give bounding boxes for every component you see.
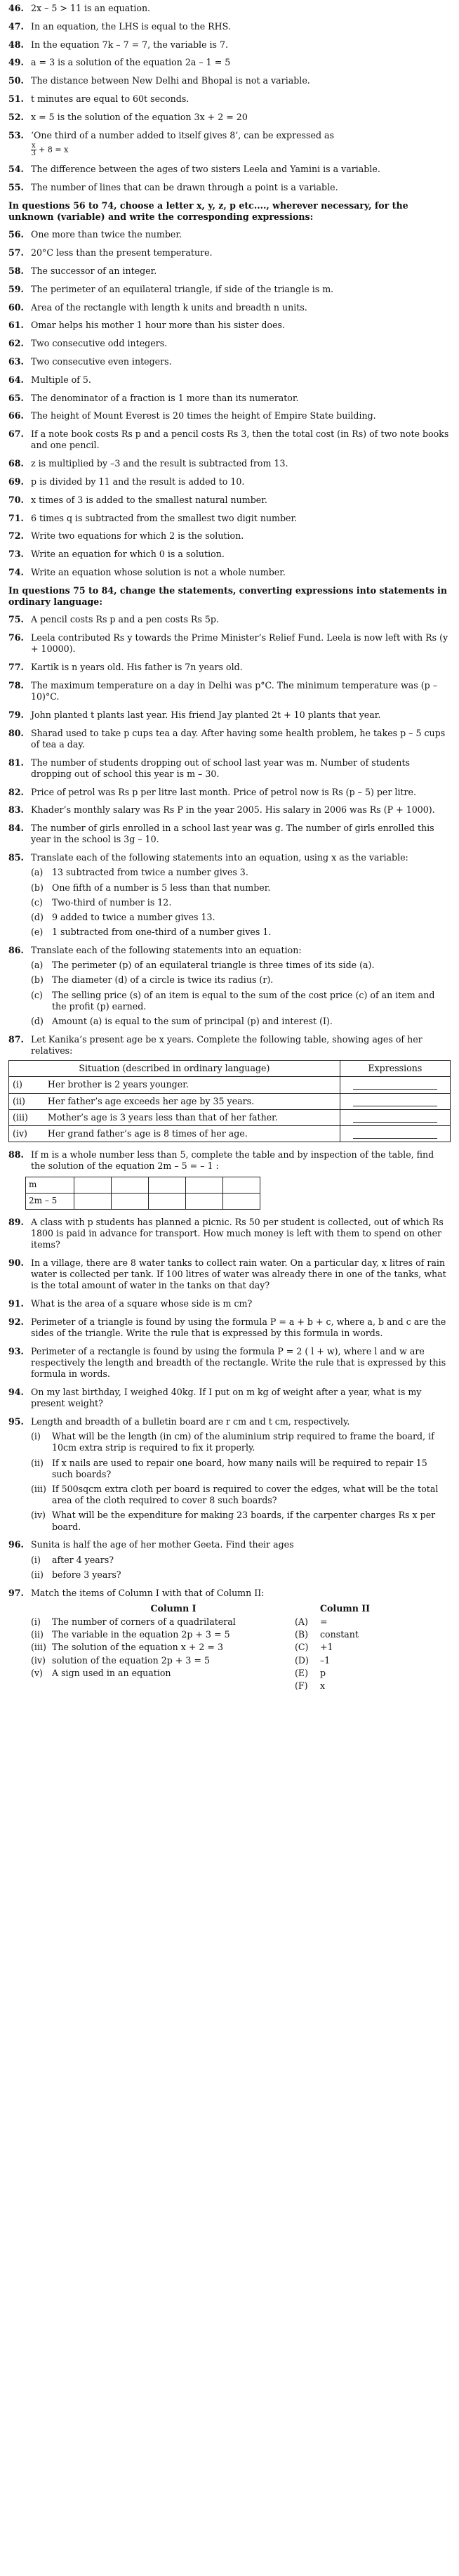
question-71 xyxy=(8,513,451,524)
sub-question xyxy=(31,960,451,971)
match-row xyxy=(31,1642,451,1653)
question-text: Multiple of 5. xyxy=(31,374,91,385)
sub-question xyxy=(31,1431,451,1453)
situation-cell: Her father’s age exceeds her age by 35 years. xyxy=(44,1093,340,1109)
table-row xyxy=(9,1093,451,1109)
question-number: 55. xyxy=(8,182,24,193)
column-i-header: Column I xyxy=(150,1602,197,1614)
row-label: (iii) xyxy=(9,1109,44,1125)
question-number: 58. xyxy=(8,265,24,276)
question-62 xyxy=(8,338,451,349)
question-69 xyxy=(8,476,451,488)
sub-question-text: 13 subtracted from twice a number gives 3. xyxy=(52,867,248,878)
question-number: 84. xyxy=(8,823,24,834)
sub-question-label: (a) xyxy=(31,960,44,971)
question-60 xyxy=(8,302,451,313)
sub-question-label: (c) xyxy=(31,989,43,1000)
answer-blank[interactable] xyxy=(353,1079,437,1090)
column-i-label xyxy=(31,1680,52,1692)
question-number: 70. xyxy=(8,494,24,505)
question-number: 59. xyxy=(8,283,24,294)
instructions-56-74: In questions 56 to 74, choose a letter x, y, z, p etc...., wherever necessary, for the unknown (variable) and write the corresponding expressions: xyxy=(8,200,408,223)
sub-question xyxy=(31,1484,451,1506)
column-ii-item: = xyxy=(320,1616,328,1627)
expression: $\frac{x}{3}$ + 8 = x xyxy=(31,141,69,157)
match-column-headers xyxy=(31,1603,451,1614)
question-text: The number of lines that can be drawn through a point is a variable. xyxy=(31,182,338,193)
match-row xyxy=(31,1668,451,1679)
question-number: 88. xyxy=(8,1149,24,1160)
question-number: 74. xyxy=(8,566,24,577)
question-text: Omar helps his mother 1 hour more than his sister does. xyxy=(31,320,285,331)
question-text: Write two equations for which 2 is the solution. xyxy=(31,530,244,542)
column-i-item: The number of corners of a quadrilateral xyxy=(52,1616,236,1627)
row-label-m: m xyxy=(26,1177,74,1193)
question-text: In an equation, the LHS is equal to the RHS. xyxy=(31,20,231,32)
question-number: 72. xyxy=(8,530,24,542)
question-number: 63. xyxy=(8,355,24,367)
question-46 xyxy=(8,3,451,14)
table-cell[interactable] xyxy=(223,1177,260,1193)
column-ii-label: (C) xyxy=(295,1642,309,1653)
question-93 xyxy=(8,1346,451,1380)
column-i-item xyxy=(52,1680,295,1692)
question-86 xyxy=(8,945,451,1027)
column-ii-label: (F) xyxy=(295,1680,308,1692)
question-77 xyxy=(8,662,451,673)
question-text: The difference between the ages of two sisters Leela and Yamini is a variable. xyxy=(31,164,380,175)
sub-question xyxy=(31,990,451,1012)
situation-cell: Her brother is 2 years younger. xyxy=(44,1077,340,1093)
question-67 xyxy=(8,429,451,451)
sub-question-label: (ii) xyxy=(31,1569,44,1580)
question-text: Two consecutive odd integers. xyxy=(31,338,168,349)
question-text: The denominator of a fraction is 1 more than its numerator. xyxy=(31,392,299,403)
question-text: If a note book costs Rs p and a pencil costs Rs 3, then the total cost (in Rs) of two note books and one pencil. xyxy=(31,429,449,451)
question-text: In a village, there are 8 water tanks to collect rain water. On a particular day, x litres of rain water is collected per tank. If 100 litres of water was already there in one of the tanks, what is the total amount of water in the tanks on that day? xyxy=(31,1257,446,1291)
question-text: Match the items of Column I with that of Column II: xyxy=(31,1587,265,1598)
column-header-expressions: Expressions xyxy=(340,1061,450,1077)
question-74 xyxy=(8,567,451,578)
question-number: 56. xyxy=(8,229,24,240)
question-number: 71. xyxy=(8,512,24,523)
sub-question-text: 1 subtracted from one-third of a number gives 1. xyxy=(52,927,272,938)
questions-75-84 xyxy=(8,614,451,845)
sub-question-label: (a) xyxy=(31,867,44,878)
question-72 xyxy=(8,530,451,542)
column-i-item: The solution of the equation x + 2 = 3 xyxy=(52,1642,223,1653)
question-text: t minutes are equal to 60t seconds. xyxy=(31,93,189,104)
table-cell[interactable] xyxy=(186,1177,223,1193)
sub-question xyxy=(31,867,451,878)
question-number: 80. xyxy=(8,727,24,738)
question-text: Khader’s monthly salary was Rs P in the year 2005. His salary in 2006 was Rs (P + 1000). xyxy=(31,804,435,816)
sub-question-text: If x nails are used to repair one board, how many nails will be required to repair 15 such boards? xyxy=(52,1457,427,1479)
match-rows xyxy=(31,1616,451,1692)
question-63 xyxy=(8,356,451,367)
sub-question xyxy=(31,912,451,923)
question-text: The distance between New Delhi and Bhopal is not a variable. xyxy=(31,75,310,86)
column-ii-label: (D) xyxy=(295,1654,309,1666)
question-number: 64. xyxy=(8,374,24,385)
question-text: 6 times q is subtracted from the smallest two digit number. xyxy=(31,512,298,523)
question-number: 61. xyxy=(8,320,24,331)
question-number: 69. xyxy=(8,476,24,487)
questions-46-52 xyxy=(8,3,451,123)
question-number: 86. xyxy=(8,944,24,955)
question-text: The perimeter of an equilateral triangle, if side of the triangle is m. xyxy=(31,283,334,294)
column-ii-item: p xyxy=(320,1667,326,1678)
question-number: 52. xyxy=(8,111,24,122)
sub-question-text: One fifth of a number is 5 less than that number. xyxy=(52,882,271,893)
question-text: Let Kanika’s present age be x years. Complete the following table, showing ages of her relatives: xyxy=(31,1033,423,1056)
column-i-label: (iii) xyxy=(31,1642,46,1653)
question-49 xyxy=(8,57,451,68)
sub-question xyxy=(31,882,451,894)
question-text: Translate each of the following statements into an equation, using x as the variable: xyxy=(31,852,408,863)
table-cell[interactable] xyxy=(74,1193,112,1209)
expression-cell[interactable] xyxy=(340,1093,450,1109)
column-i-label: (v) xyxy=(31,1667,43,1678)
question-58 xyxy=(8,266,451,277)
question-text: On my last birthday, I weighed 40kg. If I put on m kg of weight after a year, what is my present weight? xyxy=(31,1386,422,1409)
answer-blank[interactable] xyxy=(353,1112,437,1123)
question-text: Length and breadth of a bulletin board are r cm and t cm, respectively. xyxy=(31,1416,350,1427)
expression-cell[interactable] xyxy=(340,1077,450,1093)
question-68 xyxy=(8,458,451,469)
column-i-item: The variable in the equation 2p + 3 = 5 xyxy=(52,1629,230,1640)
match-row xyxy=(31,1655,451,1666)
column-ii-item: constant xyxy=(320,1629,359,1640)
question-73 xyxy=(8,549,451,560)
question-number: 96. xyxy=(8,1539,24,1550)
table-row xyxy=(9,1109,451,1125)
expression-cell[interactable] xyxy=(340,1125,450,1142)
question-number: 89. xyxy=(8,1216,24,1227)
question-85 xyxy=(8,852,451,938)
question-text: p is divided by 11 and the result is added to 10. xyxy=(31,476,245,487)
column-i-label: (ii) xyxy=(31,1629,44,1640)
sub-question xyxy=(31,1458,451,1480)
column-ii-item: –1 xyxy=(320,1654,331,1666)
question-96 xyxy=(8,1539,451,1581)
sub-question-text: Two-third of number is 12. xyxy=(52,896,172,908)
column-i-item: solution of the equation 2p + 3 = 5 xyxy=(52,1654,210,1666)
column-header-situation: Situation (described in ordinary language) xyxy=(9,1061,340,1077)
question-text: 20°C less than the present temperature. xyxy=(31,247,213,259)
column-i-label: (iv) xyxy=(31,1654,46,1666)
question-52 xyxy=(8,112,451,123)
table-cell[interactable] xyxy=(223,1193,260,1209)
question-78 xyxy=(8,680,451,702)
question-text: Two consecutive even integers. xyxy=(31,355,172,367)
question-text: Kartik is n years old. His father is 7n years old. xyxy=(31,661,243,672)
sub-question xyxy=(31,927,451,938)
sub-question-label: (c) xyxy=(31,896,43,908)
question-text: Area of the rectangle with length k units and breadth n units. xyxy=(31,301,307,313)
table-cell[interactable] xyxy=(74,1177,112,1193)
question-number: 85. xyxy=(8,852,24,863)
column-ii-label: (A) xyxy=(295,1616,308,1627)
column-ii-label: (B) xyxy=(295,1629,309,1640)
table-row xyxy=(26,1193,260,1209)
question-number: 87. xyxy=(8,1033,24,1045)
question-64 xyxy=(8,374,451,386)
inspection-table xyxy=(25,1177,260,1210)
question-number: 94. xyxy=(8,1386,24,1397)
question-57 xyxy=(8,247,451,259)
question-number: 66. xyxy=(8,410,24,421)
sub-questions xyxy=(31,960,451,1027)
sub-question-label: (i) xyxy=(31,1554,41,1565)
question-number: 78. xyxy=(8,679,24,691)
table-row xyxy=(26,1177,260,1193)
question-76 xyxy=(8,632,451,655)
question-text: Write an equation for which 0 is a solution. xyxy=(31,549,225,560)
sub-questions xyxy=(31,1555,451,1581)
question-number: 49. xyxy=(8,57,24,68)
question-66 xyxy=(8,410,451,421)
question-number: 75. xyxy=(8,614,24,625)
question-number: 67. xyxy=(8,429,24,440)
question-text: The number of students dropping out of school last year was m. Number of students dropping out of school this year is m – 30. xyxy=(31,757,411,779)
question-number: 46. xyxy=(8,3,24,13)
questions-56-74 xyxy=(8,229,451,578)
column-ii-label: (E) xyxy=(295,1667,309,1678)
question-number: 47. xyxy=(8,20,24,32)
sub-question-label: (d) xyxy=(31,1015,44,1026)
sub-question-label: (b) xyxy=(31,974,44,986)
sub-question-text: What will be the expenditure for making 23 boards, if the carpenter charges Rs x per board. xyxy=(52,1510,436,1532)
column-ii-item: +1 xyxy=(320,1642,333,1653)
question-84 xyxy=(8,823,451,845)
row-label: (i) xyxy=(9,1077,44,1093)
question-81 xyxy=(8,757,451,780)
fraction: $\frac{x}{3}$ xyxy=(31,141,36,157)
match-row xyxy=(31,1616,451,1628)
question-number: 68. xyxy=(8,458,24,469)
question-text: x = 5 is the solution of the equation 3x + 2 = 20 xyxy=(31,111,248,122)
question-text: 2x – 5 > 11 is an equation. xyxy=(31,3,151,13)
question-text: The successor of an integer. xyxy=(31,265,157,276)
table-cell[interactable] xyxy=(149,1193,186,1209)
sub-question-label: (e) xyxy=(31,927,44,938)
question-number: 92. xyxy=(8,1316,24,1327)
questions-54-55 xyxy=(8,164,451,193)
table-row xyxy=(9,1125,451,1142)
sub-question-label: (ii) xyxy=(31,1457,44,1468)
question-82 xyxy=(8,787,451,798)
question-number: 91. xyxy=(8,1297,24,1309)
question-83 xyxy=(8,804,451,816)
question-text: z is multiplied by –3 and the result is subtracted from 13. xyxy=(31,458,288,469)
question-text: a = 3 is a solution of the equation 2a – 1 = 5 xyxy=(31,57,231,68)
question-text: Write an equation whose solution is not a whole number. xyxy=(31,566,286,577)
question-61 xyxy=(8,320,451,331)
question-text: Price of petrol was Rs p per litre last month. Price of petrol now is Rs (p – 5) per litre. xyxy=(31,786,417,797)
column-ii-header: Column II xyxy=(320,1602,371,1614)
questions-89-94 xyxy=(8,1217,451,1410)
question-56 xyxy=(8,229,451,240)
question-number: 83. xyxy=(8,804,24,816)
match-row xyxy=(31,1629,451,1640)
question-48 xyxy=(8,39,451,51)
question-text: Translate each of the following statements into an equation: xyxy=(31,944,302,955)
question-number: 62. xyxy=(8,338,24,349)
question-number: 50. xyxy=(8,75,24,86)
question-text: One more than twice the number. xyxy=(31,229,182,240)
question-text: Sharad used to take p cups tea a day. After having some health problem, he takes p – 5 cups of tea a day. xyxy=(31,727,446,750)
table-cell[interactable] xyxy=(112,1177,149,1193)
question-87 xyxy=(8,1034,451,1057)
question-55 xyxy=(8,182,451,193)
question-text: The height of Mount Everest is 20 times the height of Empire State building. xyxy=(31,410,376,421)
sub-question xyxy=(31,1016,451,1027)
question-75 xyxy=(8,614,451,625)
sub-question-text: after 4 years? xyxy=(52,1554,114,1565)
question-91 xyxy=(8,1298,451,1309)
question-text: Leela contributed Rs y towards the Prime Minister’s Relief Fund. Leela is now left with Rs (y + 10000). xyxy=(31,632,448,655)
question-50 xyxy=(8,75,451,86)
question-number: 97. xyxy=(8,1587,24,1598)
sub-question-text: If 500sqcm extra cloth per board is required to cover the edges, what will be the total area of the cloth required to cover 8 such boards? xyxy=(52,1483,439,1506)
question-number: 60. xyxy=(8,301,24,313)
question-65 xyxy=(8,393,451,404)
question-text: If m is a whole number less than 5, complete the table and by inspection of the table, find the solution of the equation 2m – 5 = – 1 : xyxy=(31,1149,434,1172)
question-94 xyxy=(8,1387,451,1409)
expression-cell[interactable] xyxy=(340,1109,450,1125)
question-90 xyxy=(8,1257,451,1292)
question-92 xyxy=(8,1316,451,1339)
question-text: John planted t plants last year. His friend Jay planted 2t + 10 plants that year. xyxy=(31,709,381,720)
question-number: 76. xyxy=(8,632,24,643)
sub-question xyxy=(31,1555,451,1566)
question-number: 79. xyxy=(8,709,24,720)
sub-question-text: 9 added to twice a number gives 13. xyxy=(52,911,215,922)
row-label: (iv) xyxy=(9,1125,44,1142)
question-text: A pencil costs Rs p and a pen costs Rs 5p. xyxy=(31,614,219,625)
question-number: 77. xyxy=(8,661,24,672)
row-label: (ii) xyxy=(9,1093,44,1109)
sub-questions xyxy=(31,867,451,938)
question-79 xyxy=(8,710,451,721)
match-row xyxy=(31,1680,451,1692)
sub-question-label: (iv) xyxy=(31,1510,46,1521)
question-text: What is the area of a square whose side is m cm? xyxy=(31,1297,253,1309)
table-cell[interactable] xyxy=(186,1193,223,1209)
question-number: 48. xyxy=(8,39,24,50)
sub-question-label: (i) xyxy=(31,1431,41,1442)
sub-question-label: (iii) xyxy=(31,1483,46,1494)
question-number: 65. xyxy=(8,392,24,403)
question-89 xyxy=(8,1217,451,1251)
answer-blank[interactable] xyxy=(353,1096,437,1106)
table-row xyxy=(9,1077,451,1093)
table-cell[interactable] xyxy=(149,1177,186,1193)
sub-question-label: (d) xyxy=(31,911,44,922)
question-text: Perimeter of a triangle is found by using the formula P = a + b + c, where a, b and c are the sides of the triangle. Write the rule that is expressed by this formula in words. xyxy=(31,1316,446,1338)
relatives-age-table xyxy=(8,1060,451,1142)
question-53 xyxy=(8,130,451,157)
question-number: 51. xyxy=(8,93,24,104)
question-text: In the equation 7k – 7 = 7, the variable is 7. xyxy=(31,39,229,50)
question-number: 81. xyxy=(8,757,24,768)
table-cell[interactable] xyxy=(112,1193,149,1209)
sub-question-text: What will be the length (in cm) of the aluminium strip required to frame the board, if 10cm extra strip is required to fix it properly. xyxy=(52,1431,434,1453)
question-number: 82. xyxy=(8,786,24,797)
question-number: 95. xyxy=(8,1416,24,1427)
question-51 xyxy=(8,93,451,105)
situation-cell: Her grand father’s age is 8 times of her age. xyxy=(44,1125,340,1142)
row-label-2m-5: 2m – 5 xyxy=(26,1193,74,1209)
column-i-label: (i) xyxy=(31,1616,41,1627)
instructions-75-84: In questions 75 to 84, change the statements, converting expressions into statements in ordinary language: xyxy=(8,584,447,607)
sub-question-text: before 3 years? xyxy=(52,1569,121,1580)
sub-questions xyxy=(31,1431,451,1533)
sub-question-text: The selling price (s) of an item is equal to the sum of the cost price (c) of an item and the profit (p) earned. xyxy=(52,989,435,1012)
situation-cell: Mother’s age is 3 years less than that of her father. xyxy=(44,1109,340,1125)
question-80 xyxy=(8,728,451,750)
question-number: 73. xyxy=(8,549,24,560)
sub-question-label: (b) xyxy=(31,882,44,893)
question-95 xyxy=(8,1416,451,1533)
question-number: 90. xyxy=(8,1257,24,1268)
question-97 xyxy=(8,1588,451,1694)
question-text: The maximum temperature on a day in Delhi was p°C. The minimum temperature was (p – 10)°C. xyxy=(31,679,438,702)
question-number: 57. xyxy=(8,247,24,259)
question-88 xyxy=(8,1149,451,1172)
sub-question xyxy=(31,897,451,908)
question-text: The number of girls enrolled in a school last year was g. The number of girls enrolled this year in the school is 3g – 10. xyxy=(31,823,434,845)
question-number: 54. xyxy=(8,164,24,175)
sub-question-text: The perimeter (p) of an equilateral triangle is three times of its side (a). xyxy=(52,960,375,971)
question-54 xyxy=(8,164,451,175)
column-ii-item: x xyxy=(320,1680,326,1692)
sub-question-text: Amount (a) is equal to the sum of principal (p) and interest (I). xyxy=(52,1015,333,1026)
sub-question xyxy=(31,1569,451,1581)
sub-question xyxy=(31,974,451,986)
sub-question-text: The diameter (d) of a circle is twice its radius (r). xyxy=(52,974,274,986)
question-70 xyxy=(8,495,451,506)
question-text: ‘One third of a number added to itself gives 8’, can be expressed as xyxy=(31,129,334,140)
question-text: A class with p students has planned a picnic. Rs 50 per student is collected, out of which Rs 1800 is paid in advance for transport. How much money is left with them to spend on other items? xyxy=(31,1216,444,1250)
question-text: Perimeter of a rectangle is found by using the formula P = 2 ( l + w), where l and w are respectively the length and breadth of the rectangle. Write the rule that is expressed by this formula in words. xyxy=(31,1345,446,1380)
answer-blank[interactable] xyxy=(353,1128,437,1139)
question-number: 93. xyxy=(8,1345,24,1356)
question-number: 53. xyxy=(8,129,24,140)
column-i-item: A sign used in an equation xyxy=(52,1667,171,1678)
question-59 xyxy=(8,284,451,295)
question-47 xyxy=(8,21,451,32)
question-text: Sunita is half the age of her mother Geeta. Find their ages xyxy=(31,1539,294,1550)
sub-question xyxy=(31,1510,451,1532)
question-text: x times of 3 is added to the smallest natural number. xyxy=(31,494,267,505)
